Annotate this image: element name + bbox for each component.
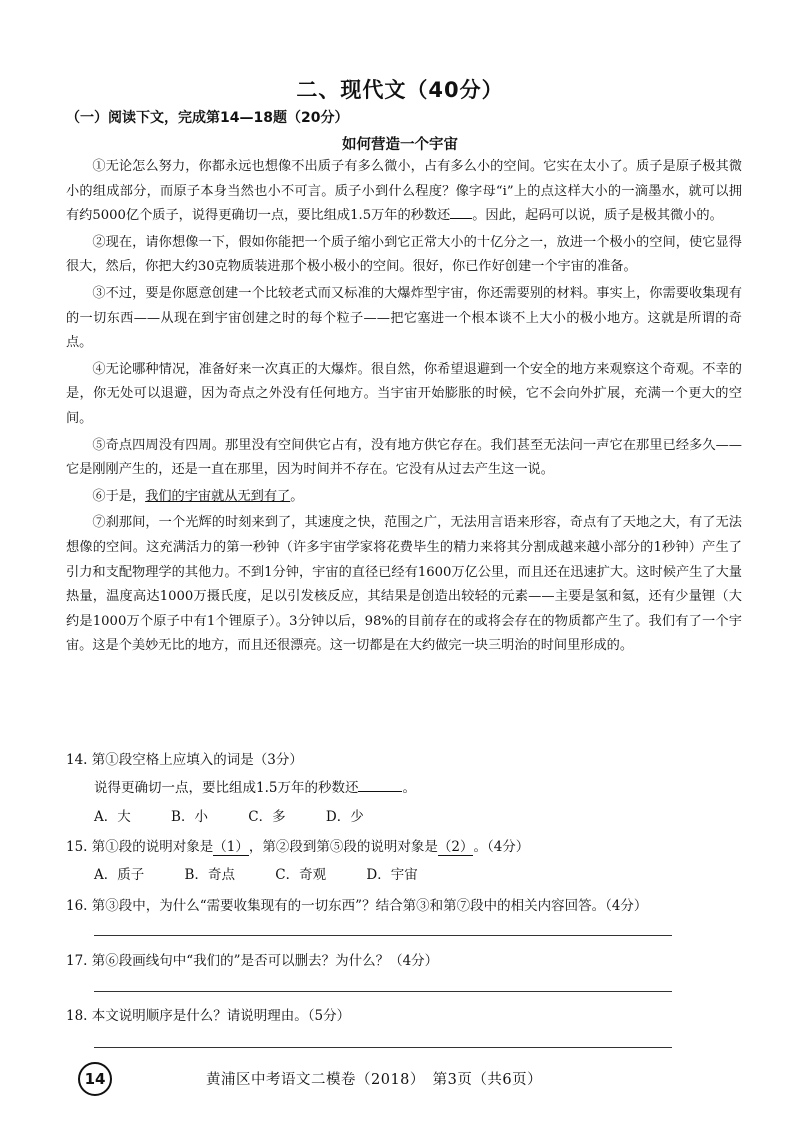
option-b[interactable]: B．小 bbox=[171, 809, 208, 825]
question-14-sentence-text: 说得更确切一点，要比组成1.5万年的秒数还 bbox=[94, 780, 359, 796]
question-18: 18. 本文说明顺序是什么？请说明理由。（5分） bbox=[66, 1008, 351, 1024]
question-16: 16. 第③段中，为什么“需要收集现有的一切东西”？结合第③和第⑦段中的相关内容回答。（4分） bbox=[66, 898, 648, 914]
page-number-badge: 14 bbox=[78, 1062, 112, 1096]
paragraph-1-text: ①无论怎么努力，你都永远也想像不出质子有多么微小，占有多么小的空间。它实在太小了。质子是原子极其微小的组成部分，而原子本身当然也小不可言。质子小到什么程度？像字母“i”上的点这样大小的一滴墨水，就可以拥有约5000亿个质子，说得更确切一点，要比组成1.5万年的秒数还 bbox=[66, 159, 742, 224]
option-d[interactable]: D．少 bbox=[325, 809, 364, 825]
article-title: 如何营造一个宇宙 bbox=[342, 137, 458, 153]
question-17: 17. 第⑥段画线句中“我们的”是否可以删去？为什么？（4分） bbox=[66, 953, 439, 969]
answer-line-17[interactable] bbox=[94, 990, 672, 992]
question-14-options bbox=[94, 805, 400, 825]
question-15-options bbox=[94, 863, 454, 883]
fill-blank bbox=[450, 206, 472, 219]
question-15 bbox=[66, 835, 529, 856]
answer-blank-15-2[interactable]: （2） bbox=[438, 835, 474, 856]
paragraph-6-prefix: ⑥于是， bbox=[92, 488, 146, 504]
article-body bbox=[66, 155, 742, 661]
answer-blank-14[interactable] bbox=[358, 779, 402, 792]
answer-line-16[interactable] bbox=[94, 934, 672, 936]
answer-blank-15-1[interactable]: （1） bbox=[213, 835, 249, 856]
question-15-suffix: 。（4分） bbox=[473, 839, 530, 855]
underlined-sentence: 我们的宇宙就从无到有了 bbox=[145, 488, 291, 504]
paragraph-1 bbox=[66, 155, 742, 229]
answer-line-18[interactable] bbox=[94, 1046, 672, 1048]
option-a[interactable]: A．质子 bbox=[94, 867, 145, 883]
paragraph-4: ④无论哪种情况，准备好来一次真正的大爆炸。很自然，你希望退避到一个安全的地方来观察这个奇观。不幸的是，你无处可以退避，因为奇点之外没有任何地方。当宇宙开始膨胀的时候，它不会向外扩展，充满一个更大的空间。 bbox=[66, 361, 742, 426]
option-a[interactable]: A．大 bbox=[94, 809, 131, 825]
question-14: 14. 第①段空格上应填入的词是（3分） bbox=[66, 752, 303, 768]
section-title: 二、现代文（40分） bbox=[296, 78, 504, 102]
question-14-sentence bbox=[94, 776, 416, 796]
paragraph-6 bbox=[66, 485, 742, 510]
option-c[interactable]: C．多 bbox=[248, 809, 286, 825]
option-d[interactable]: D．宇宙 bbox=[366, 867, 418, 883]
page-footer bbox=[66, 1062, 742, 1094]
option-b[interactable]: B．奇点 bbox=[184, 867, 235, 883]
paragraph-2: ②现在，请你想像一下，假如你能把一个质子缩小到它正常大小的十亿分之一，放进一个极小的空间，使它显得很大，然后，你把大约30克物质装进那个极小极小的空间。很好，你已作好创建一个宇宙的准备。 bbox=[66, 234, 742, 275]
reading-instructions: （一）阅读下文，完成第14—18题（20分） bbox=[66, 110, 349, 126]
question-14-sentence-end: 。 bbox=[402, 780, 416, 796]
question-15-middle: ，第②段到第⑤段的说明对象是 bbox=[248, 839, 438, 855]
question-15-prefix: 15. 第①段的说明对象是 bbox=[66, 839, 214, 855]
paragraph-6-suffix: 。 bbox=[290, 488, 304, 504]
paragraph-1-text-end: 。因此，起码可以说，质子是极其微小的。 bbox=[472, 208, 723, 224]
footer-text: 黄浦区中考语文二模卷（2018） 第3页（共6页） bbox=[206, 1072, 543, 1088]
paragraph-7: ⑦刹那间，一个光辉的时刻来到了，其速度之快，范围之广，无法用言语来形容，奇点有了天地之大，有了无法想像的空间。这充满活力的第一秒钟（许多宇宙学家将花费毕生的精力来将其分割成越来越小部分的1秒钟）产生了引力和支配物理学的其他力。不到1分钟，宇宙的直径已经有1600万亿公里，而且还在迅速扩大。这时候产生了大量热量，温度高达1000万摄氏度，足以引发核反应，其结果是创造出较轻的元素——主要是氢和氦，还有少量锂（大约是1000万个原子中有1个锂原子）。3分钟以后，98%的目前存在的或将会存在的物质都产生了。我们有了一个宇宙。这是个美妙无比的地方，而且还很漂亮。这一切都是在大约做完一块三明治的时间里形成的。 bbox=[66, 515, 742, 654]
option-c[interactable]: C．奇观 bbox=[275, 867, 327, 883]
paragraph-3: ③不过，要是你愿意创建一个比较老式而又标准的大爆炸型宇宙，你还需要别的材料。事实上，你需要收集现有的一切东西——从现在到宇宙创建之时的每个粒子——把它塞进一个根本谈不上大小的极小地方。这就是所谓的奇点。 bbox=[66, 285, 742, 351]
paragraph-5: ⑤奇点四周没有四周。那里没有空间供它占有，没有地方供它存在。我们甚至无法问一声它在那里已经多久——它是刚刚产生的，还是一直在那里，因为时间并不存在。它没有从过去产生这一说。 bbox=[66, 437, 742, 478]
